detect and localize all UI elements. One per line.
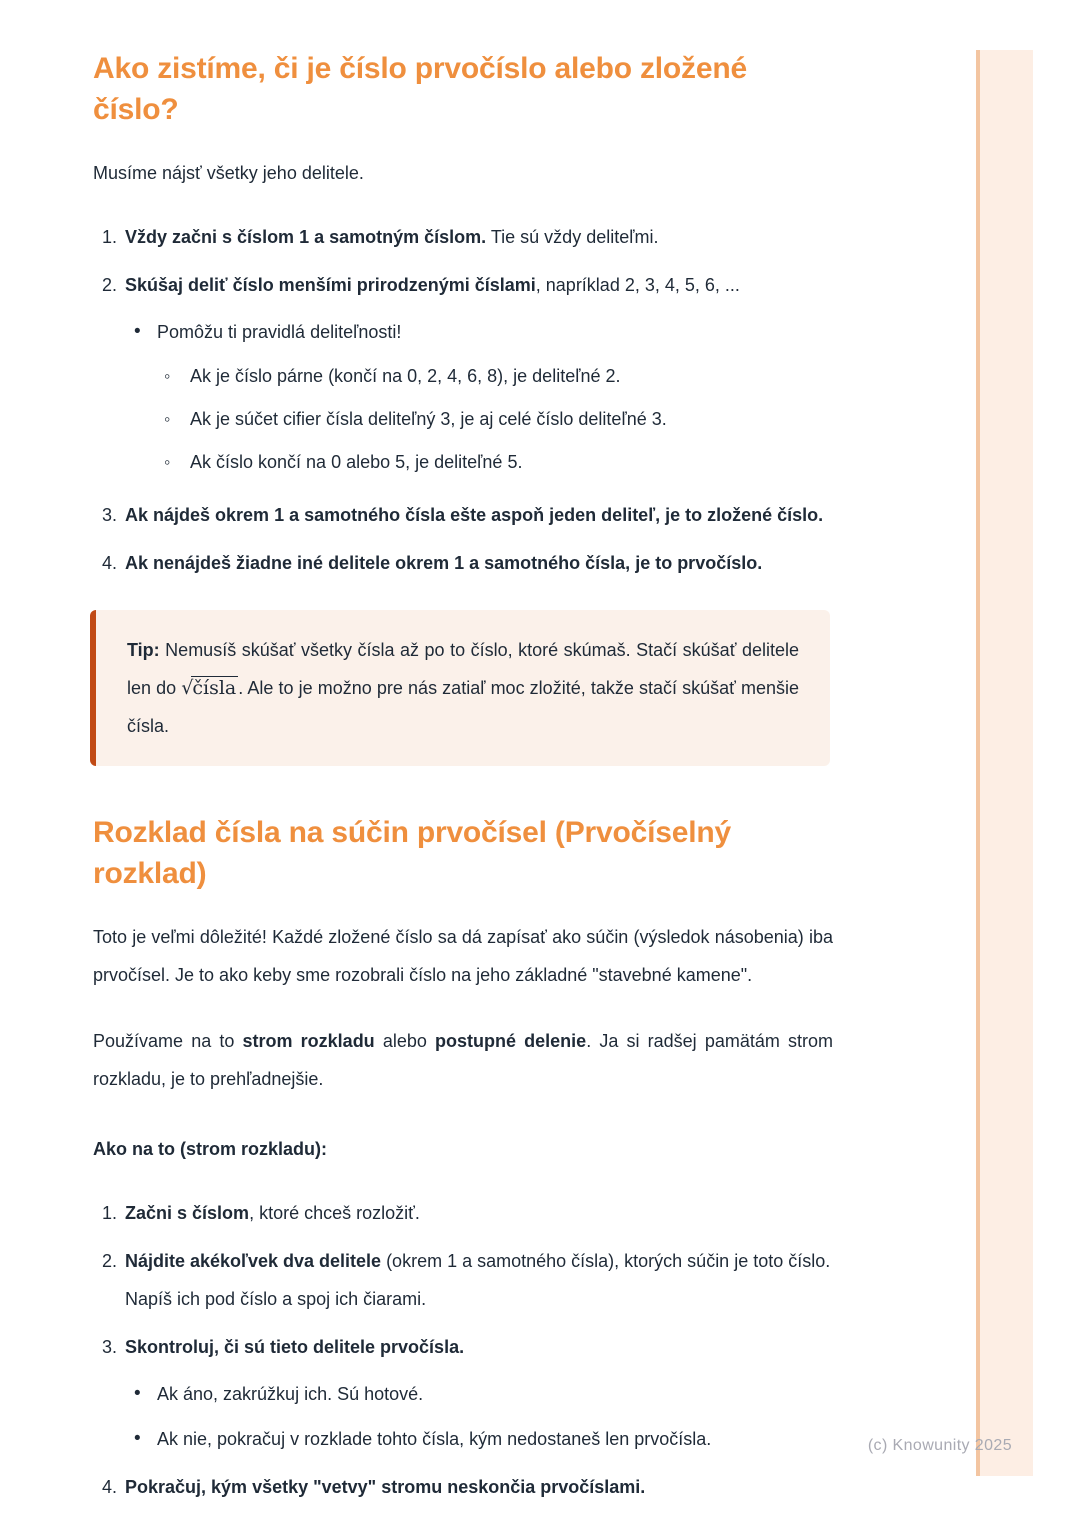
step-text: Skúšaj deliť číslo menšími prirodzenými číslami, napríklad 2, 3, 4, 5, 6, ... • Pomôžu ti pravidlá deliteľnosti! ◦ Ak je číslo párne (končí na 0, 2, 4, 6, 8), je deliteľné 2. ◦ Ak je súčet cifier čísla deliteľný 3, je aj celé číslo deliteľné 3. ◦ Ak číslo končí na 0 alebo 5, je deliteľné 5. bbox=[125, 266, 833, 486]
step-item bbox=[93, 266, 833, 486]
step-text: Vždy začni s číslom 1 a samotným číslom. Tie sú vždy deliteľmi. bbox=[125, 227, 659, 247]
section1-intro: Musíme nájsť všetky jeho delitele. bbox=[93, 163, 364, 183]
list-item: ◦ Ak je súčet cifier čísla deliteľný 3, je aj celé číslo deliteľné 3. bbox=[157, 400, 833, 438]
step-item bbox=[93, 1328, 833, 1458]
step-item bbox=[93, 1242, 833, 1318]
copyright-note: (c) Knowunity 2025 bbox=[867, 1437, 1012, 1454]
step-item bbox=[93, 1194, 833, 1232]
step-text: Ak nenájdeš žiadne iné delitele okrem 1 a samotného čísla, je to prvočíslo. bbox=[125, 553, 763, 573]
step-text: Začni s číslom, ktoré chceš rozložiť. bbox=[125, 1203, 420, 1223]
section1-steps-list bbox=[93, 218, 833, 582]
list-item: ◦ Ak číslo končí na 0 alebo 5, je deliteľné 5. bbox=[157, 443, 833, 481]
section2-title: Rozklad čísla na súčin prvočísel (Prvočíselný rozklad) bbox=[93, 816, 731, 890]
divisibility-rules-list bbox=[157, 357, 833, 481]
step-item bbox=[93, 544, 833, 582]
step-number: 2. bbox=[102, 275, 118, 295]
list-item bbox=[125, 313, 833, 481]
radical-sign-icon: √ bbox=[181, 677, 192, 699]
section1-title: Ako zistíme, či je číslo prvočíslo alebo zložené číslo? bbox=[93, 52, 747, 126]
section2-subtitle: Ako na to (strom rozkladu): bbox=[93, 1139, 328, 1159]
list-item: ◦ Ak je číslo párne (končí na 0, 2, 4, 6, 8), je deliteľné 2. bbox=[157, 357, 833, 395]
document-content bbox=[93, 48, 833, 1516]
tip-callout-box bbox=[90, 610, 830, 766]
divisibility-list bbox=[125, 313, 833, 481]
step-number: 4. bbox=[102, 553, 118, 573]
step3-bullets-list bbox=[125, 1375, 833, 1458]
sqrt-expression: √čísla bbox=[181, 677, 237, 699]
step-number: 3. bbox=[102, 1337, 118, 1357]
step-text: Ak nájdeš okrem 1 a samotného čísla ešte aspoň jeden deliteľ, je to zložené číslo. bbox=[125, 505, 824, 525]
step-item bbox=[93, 218, 833, 256]
step-number: 2. bbox=[102, 1251, 118, 1271]
divisibility-intro: Pomôžu ti pravidlá deliteľnosti! bbox=[157, 322, 402, 342]
step-number: 1. bbox=[102, 227, 118, 247]
tip-text: Tip: Nemusíš skúšať všetky čísla až po to číslo, ktoré skúmaš. Stačí skúšať delitele len do √čísla . Ale to je možno pre nás zatiaľ moc zložité, takže stačí skúšať menšie čísla. bbox=[127, 640, 800, 736]
step-text: Skontroluj, či sú tieto delitele prvočísla. • Ak áno, zakrúžkuj ich. Sú hotové. • Ak nie, pokračuj v rozklade tohto čísla, kým nedostaneš len prvočísla. bbox=[125, 1328, 833, 1458]
section2-steps-list bbox=[93, 1194, 833, 1506]
step-number: 3. bbox=[102, 505, 118, 525]
step-number: 1. bbox=[102, 1203, 118, 1223]
step-text: Nájdite akékoľvek dva delitele (okrem 1 a samotného čísla), ktorých súčin je toto číslo. Napíš ich pod číslo a spoj ich čiarami. bbox=[125, 1251, 831, 1309]
page-side-stripe bbox=[976, 50, 1033, 1476]
step-item bbox=[93, 496, 833, 534]
section2-paragraph-2: Používame na to strom rozkladu alebo postupné delenie. Ja si radšej pamätám strom rozkladu, je to prehľadnejšie. bbox=[93, 1031, 833, 1089]
list-item: • Ak áno, zakrúžkuj ich. Sú hotové. bbox=[125, 1375, 833, 1413]
step-item bbox=[93, 1468, 833, 1506]
list-item: • Ak nie, pokračuj v rozklade tohto čísla, kým nedostaneš len prvočísla. bbox=[125, 1420, 833, 1458]
tip-label: Tip: bbox=[127, 640, 160, 660]
section2-paragraph-1: Toto je veľmi dôležité! Každé zložené číslo sa dá zapísať ako súčin (výsledok násobenia) iba prvočísel. Je to ako keby sme rozobrali číslo na jeho základné "stavebné kamene". bbox=[93, 927, 833, 985]
step-number: 4. bbox=[102, 1477, 118, 1497]
step-text: Pokračuj, kým všetky "vetvy" stromu neskončia prvočíslami. bbox=[125, 1477, 646, 1497]
